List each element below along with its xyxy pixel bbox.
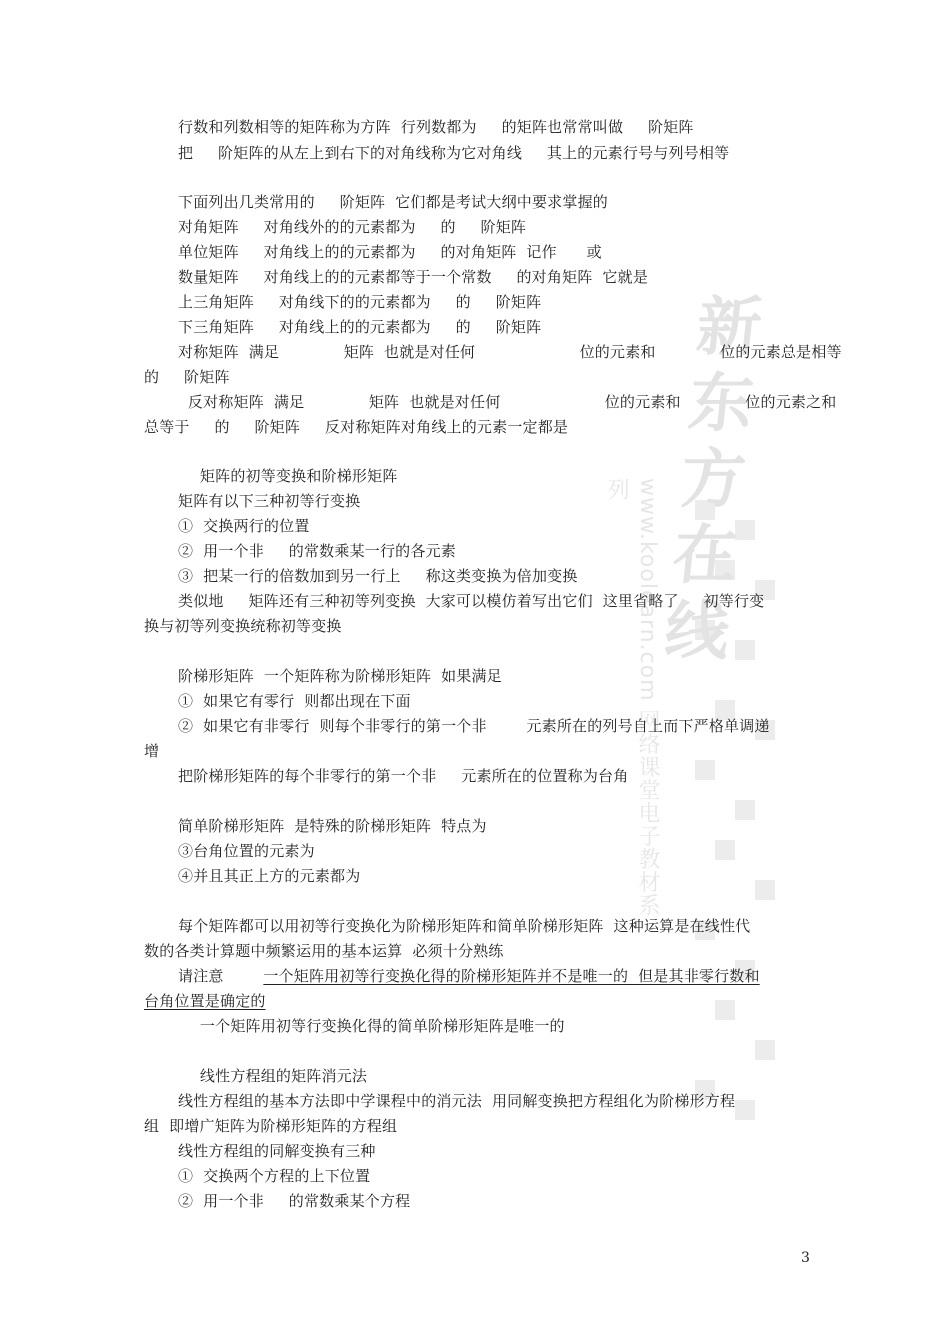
- text-line: 数量矩阵 对角线上的的元素都等于一个常数 的对角矩阵 它就是: [178, 268, 649, 286]
- list-item: ③ 把某一行的倍数加到另一行上 称这类变换为倍加变换: [178, 567, 578, 585]
- list-item: ② 用一个非 的常数乘某个方程: [178, 1192, 411, 1210]
- list-item: ④并且其正上方的元素都为: [178, 867, 361, 885]
- page-number: 3: [801, 1250, 810, 1266]
- watermark-url-text: www.koolearn.com: [635, 478, 660, 702]
- text-line: 每个矩阵都可以用初等行变换化为阶梯形矩阵和简单阶梯形矩阵 这种运算是在线性代: [178, 917, 751, 935]
- text-line: 数的各类计算题中频繁运用的基本运算 必须十分熟练: [144, 942, 504, 960]
- text-line: 的 阶矩阵: [144, 368, 230, 386]
- text-line: 线性方程组的同解变换有三种: [178, 1142, 376, 1160]
- list-item: ③台角位置的元素为: [178, 842, 315, 860]
- list-item: ① 交换两个方程的上下位置: [178, 1167, 371, 1185]
- list-item: ② 如果它有非零行 则每个非零行的第一个非 元素所在的列号自上而下严格单调递: [178, 717, 770, 735]
- text-line: 把阶梯形矩阵的每个非零行的第一个非 元素所在的位置称为台角: [178, 767, 629, 785]
- section-heading: 线性方程组的矩阵消元法: [190, 1067, 368, 1085]
- watermark-series-text: 网络课堂电子教材系列: [604, 478, 660, 917]
- text-line: 类似地 矩阵还有三种初等列变换 大家可以模仿着写出它们 这里省略了 初等行变: [178, 592, 765, 610]
- text-line: 对称矩阵 满足 矩阵 也就是对任何 位的元素和 位的元素总是相等: [178, 343, 842, 361]
- text-line: 下三角矩阵 对角线上的的元素都为 的 阶矩阵: [178, 318, 542, 336]
- text-line: 把 阶矩阵的从左上到右下的对角线称为它对角线 其上的元素行号与列号相等: [178, 144, 730, 162]
- text-line: 下面列出几类常用的 阶矩阵 它们都是考试大纲中要求掌握的: [178, 193, 608, 211]
- text-line: 线性方程组的基本方法即中学课程中的消元法 用同解变换把方程组化为阶梯形方程: [178, 1092, 736, 1110]
- text-line: 组 即增广矩阵为阶梯形矩阵的方程组: [144, 1117, 398, 1135]
- text-line: 上三角矩阵 对角线下的的元素都为 的 阶矩阵: [178, 293, 542, 311]
- text-line: 矩阵有以下三种初等行变换: [178, 492, 361, 510]
- underlined-note: 台角位置是确定的: [144, 992, 266, 1010]
- text-line: 对角矩阵 对角线外的的元素都为 的 阶矩阵: [178, 218, 527, 236]
- text-line: 阶梯形矩阵 一个矩阵称为阶梯形矩阵 如果满足: [178, 667, 502, 685]
- text-line: 简单阶梯形矩阵 是特殊的阶梯形矩阵 特点为: [178, 817, 487, 835]
- text-line: 总等于 的 阶矩阵 反对称矩阵对角线上的元素一定都是: [144, 418, 569, 436]
- text-line: [178, 964, 760, 988]
- section-heading: 矩阵的初等变换和阶梯形矩阵: [190, 467, 398, 485]
- watermark-brand: 新东方在线: [661, 291, 765, 669]
- text-line: 增: [144, 742, 160, 760]
- text-line: 一个矩阵用初等行变换化得的简单阶梯形矩阵是唯一的: [190, 1017, 565, 1035]
- list-item: ② 用一个非 的常数乘某一行的各元素: [178, 542, 456, 560]
- watermark-url: [604, 478, 663, 938]
- underlined-note: 一个矩阵用初等行变换化得的阶梯形矩阵并不是唯一的 但是其非零行数和: [263, 967, 760, 985]
- list-item: ① 如果它有零行 则都出现在下面: [178, 692, 411, 710]
- text-line: 行数和列数相等的矩阵称为方阵 行列数都为 的矩阵也常常叫做 阶矩阵: [178, 118, 694, 136]
- note-label: 请注意: [178, 967, 264, 985]
- text-line: 反对称矩阵 满足 矩阵 也就是对任何 位的元素和 位的元素之和: [178, 393, 837, 411]
- list-item: ① 交换两行的位置: [178, 517, 310, 535]
- text-line: 单位矩阵 对角线上的的元素都为 的对角矩阵 记作 或: [178, 243, 602, 261]
- text-line: 换与初等列变换统称初等变换: [144, 617, 342, 635]
